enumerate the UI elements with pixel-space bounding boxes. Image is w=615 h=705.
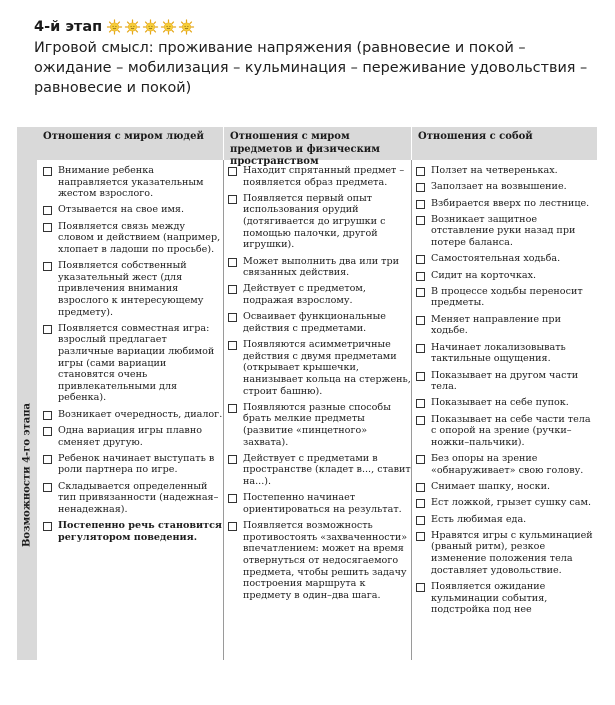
checkbox[interactable]: [43, 483, 52, 492]
checklist-item-text: Показывает на другом части тела.: [431, 369, 579, 393]
checklist-item: [228, 311, 411, 334]
sun-icon: [123, 19, 142, 35]
checklist-item: [416, 514, 597, 526]
checklist-item-text: Показывает на себе пупок.: [431, 397, 569, 409]
checkbox[interactable]: [416, 183, 425, 192]
checklist-item-text: Постепенно речь становится регулятором поведения.: [58, 520, 223, 543]
checkbox[interactable]: [228, 313, 237, 322]
checklist-item-text: Сидит на корточках.: [431, 269, 537, 281]
checkbox[interactable]: [416, 499, 425, 508]
checklist-item-text: Ребенок начинает выступать в роли партнера по игре.: [58, 452, 215, 476]
checklist-item-text: Появляется собственный указательный жест (для привлечения внимания взрослого к интересующему предмету).: [58, 260, 204, 318]
checkbox[interactable]: [416, 272, 425, 281]
stage-possibilities-table: [17, 127, 597, 660]
checklist-item: [416, 286, 597, 309]
checklist-item: [416, 481, 597, 493]
checklist-item-text: Осваивает функциональные действия с предметами.: [243, 311, 386, 334]
checklist-item-text: Возникает защитное отставление руки назад при потере баланса.: [431, 213, 576, 249]
checklist-item-text: Постепенно начинает ориентироваться на результат.: [243, 492, 402, 515]
checklist-item-text: Появляется связь между словом и действием (например, хлопает в ладоши по просьбе).: [58, 220, 221, 255]
checklist-item-text: Появляются асимметричные действия с двумя предметами (открывает крышечки, нанизывает кольца на стержень, строит башню).: [243, 339, 411, 397]
checkbox[interactable]: [416, 516, 425, 525]
checklist-item-text: Есть любимая еда.: [431, 513, 527, 525]
checkbox[interactable]: [416, 167, 425, 176]
checkbox[interactable]: [43, 411, 52, 420]
checkbox[interactable]: [43, 262, 52, 271]
header-self: Отношения с собой: [411, 127, 597, 160]
checklist-item-text: Без опоры на зрение «обнаруживает» свою голову.: [431, 453, 584, 476]
checklist-item-text: Может выполнить два или три связанных действия.: [243, 255, 399, 279]
checklist-item-text: Снимает шапку, носки.: [431, 481, 551, 492]
checkbox[interactable]: [416, 583, 425, 592]
checklist-item: [416, 314, 597, 337]
checklist-item: [43, 481, 223, 516]
stage-rating-suns: [105, 19, 195, 35]
checklist-item-text: Отзывается на свое имя.: [58, 204, 185, 216]
checkbox[interactable]: [228, 522, 237, 531]
checklist-item-text: Появляется первый опыт использования орудий (дотягивается до игрушки с помощью палочки, другой игрушки).: [243, 192, 386, 251]
checklist-item-text: Появляется возможность противостоять «захваченности» впечатлением: может на время отвернуться от недосягаемого предмета, чтобы решить задачу построения маршрута к предмету в один–два шага.: [243, 520, 408, 601]
stage-heading: [34, 17, 195, 37]
checklist-item-text: Внимание ребенка направляется указательным жестом взрослого.: [58, 165, 204, 200]
checklist-item-text: В процессе ходьбы переносит предметы.: [431, 285, 583, 309]
header-objects-space: Отношения с миром предметов и физическим пространством: [223, 127, 411, 160]
checklist-item: [416, 198, 597, 210]
checklist-item: [416, 581, 597, 616]
sun-icon: [177, 19, 196, 35]
checkbox[interactable]: [228, 404, 237, 413]
checkbox[interactable]: [228, 285, 237, 294]
checklist-item-text: Возникает очередность, диалог.: [58, 408, 223, 420]
checkbox[interactable]: [416, 344, 425, 353]
checklist-item: [43, 409, 223, 421]
checkbox[interactable]: [43, 167, 52, 176]
checkbox[interactable]: [416, 216, 425, 225]
checklist-item-text: Самостоятельная ходьба.: [431, 253, 561, 265]
checklist-item: [228, 256, 411, 279]
checklist-item: [228, 520, 411, 601]
checklist-item: [43, 323, 223, 404]
checklist-item-text: Появляется совместная игра: взрослый предлагает различные вариации любимой игры (сами вариации становятся очень привлекательными для ребенка).: [58, 322, 215, 404]
column-people: [37, 160, 223, 660]
checklist-item-text: Нравятся игры с кульминацией (рваный ритм), резкое изменение положения тела доставляет удовольствие.: [431, 529, 593, 576]
checklist-item: [416, 497, 597, 509]
checklist-item: [416, 342, 597, 365]
checkbox[interactable]: [416, 288, 425, 297]
checklist-item-text: Действует с предметом, подражая взрослому.: [243, 283, 366, 306]
stage-title: 4-й этап: [34, 19, 103, 35]
checklist-item: [416, 253, 597, 265]
checkbox[interactable]: [416, 316, 425, 325]
checklist-item: [43, 165, 223, 200]
checklist-item-text: Одна вариация игры плавно сменяет другую.: [58, 425, 203, 448]
checklist-item-text: Ползет на четвереньках.: [431, 165, 558, 176]
game-sense-text: Игровой смысл: проживание напряжения (равновесие и покой – ожидание – мобилизация – кульминация – переживание удовольствия – равновесие и покой): [34, 40, 588, 96]
checklist-item-text: Начинает локализовывать тактильные ощущения.: [431, 341, 566, 365]
checklist-item: [228, 492, 411, 515]
checklist-item: [228, 402, 411, 448]
checklist-item-text: Появляется ожидание кульминации события, подстройка под нее: [431, 580, 548, 616]
checklist-item: [416, 453, 597, 476]
checklist-item-text: Заползает на возвышение.: [431, 181, 567, 193]
column-self: [411, 160, 597, 660]
checkbox[interactable]: [416, 372, 425, 381]
checkbox[interactable]: [228, 195, 237, 204]
checklist-item: [416, 165, 597, 177]
checklist-item: [43, 260, 223, 318]
checkbox[interactable]: [228, 494, 237, 503]
checklist-item: [228, 165, 411, 188]
checklist-item: [228, 283, 411, 306]
checklist-item: [416, 370, 597, 393]
checkbox[interactable]: [416, 416, 425, 425]
checkbox[interactable]: [43, 223, 52, 232]
checkbox[interactable]: [416, 399, 425, 408]
checklist-item: [43, 204, 223, 216]
checklist-item: [416, 270, 597, 282]
sun-icon: [141, 19, 160, 35]
checklist-item: [416, 397, 597, 409]
checklist-item: [416, 181, 597, 193]
sun-icon: [159, 19, 178, 35]
checklist-item: [228, 193, 411, 251]
side-label-cell: [17, 160, 37, 660]
checkbox[interactable]: [43, 522, 52, 531]
header-corner: [17, 127, 37, 160]
checkbox[interactable]: [228, 341, 237, 350]
checklist-item: [228, 339, 411, 397]
checkbox[interactable]: [228, 258, 237, 267]
checklist-item-text: Взбирается вверх по лестнице.: [431, 197, 590, 209]
checklist-item-text: Показывает на себе части тела с опорой на зрение (ручки–ножки–пальчики).: [431, 413, 591, 448]
checklist-item: [43, 453, 223, 476]
checkbox[interactable]: [43, 427, 52, 436]
checklist-item-text: Ест ложкой, грызет сушку сам.: [431, 497, 591, 509]
checklist-item-text: Действует с предметами в пространстве (кладет в..., ставит на...).: [243, 452, 411, 488]
sun-icon: [105, 19, 124, 35]
checkbox[interactable]: [416, 532, 425, 541]
checklist-item-text: Находит спрятанный предмет – появляется образ предмета.: [243, 165, 405, 188]
checklist-item: [416, 214, 597, 249]
checklist-item: [43, 425, 223, 448]
column-objects-space: [223, 160, 411, 660]
checklist-item-text: Складывается определенный тип привязанности (надежная–ненадежная).: [58, 480, 219, 515]
checkbox[interactable]: [416, 255, 425, 264]
checkbox[interactable]: [228, 455, 237, 464]
checklist-item-text: Меняет направление при ходьбе.: [431, 313, 561, 337]
checklist-item-text: Появляются разные способы брать мелкие предметы (развитие «пинцетного» захвата).: [243, 401, 391, 448]
checkbox[interactable]: [228, 167, 237, 176]
checklist-item: [228, 453, 411, 488]
checkbox[interactable]: [43, 206, 52, 215]
checkbox[interactable]: [416, 200, 425, 209]
checklist-item: [43, 221, 223, 256]
checkbox[interactable]: [43, 325, 52, 334]
checklist-item: [416, 530, 597, 576]
side-label: Возможности 4-го этапа: [21, 402, 33, 548]
checkbox[interactable]: [43, 455, 52, 464]
header-people: Отношения с миром людей: [37, 127, 223, 160]
checkbox[interactable]: [416, 483, 425, 492]
checklist-item: [416, 414, 597, 449]
checklist-item: [43, 520, 223, 543]
checkbox[interactable]: [416, 455, 425, 464]
